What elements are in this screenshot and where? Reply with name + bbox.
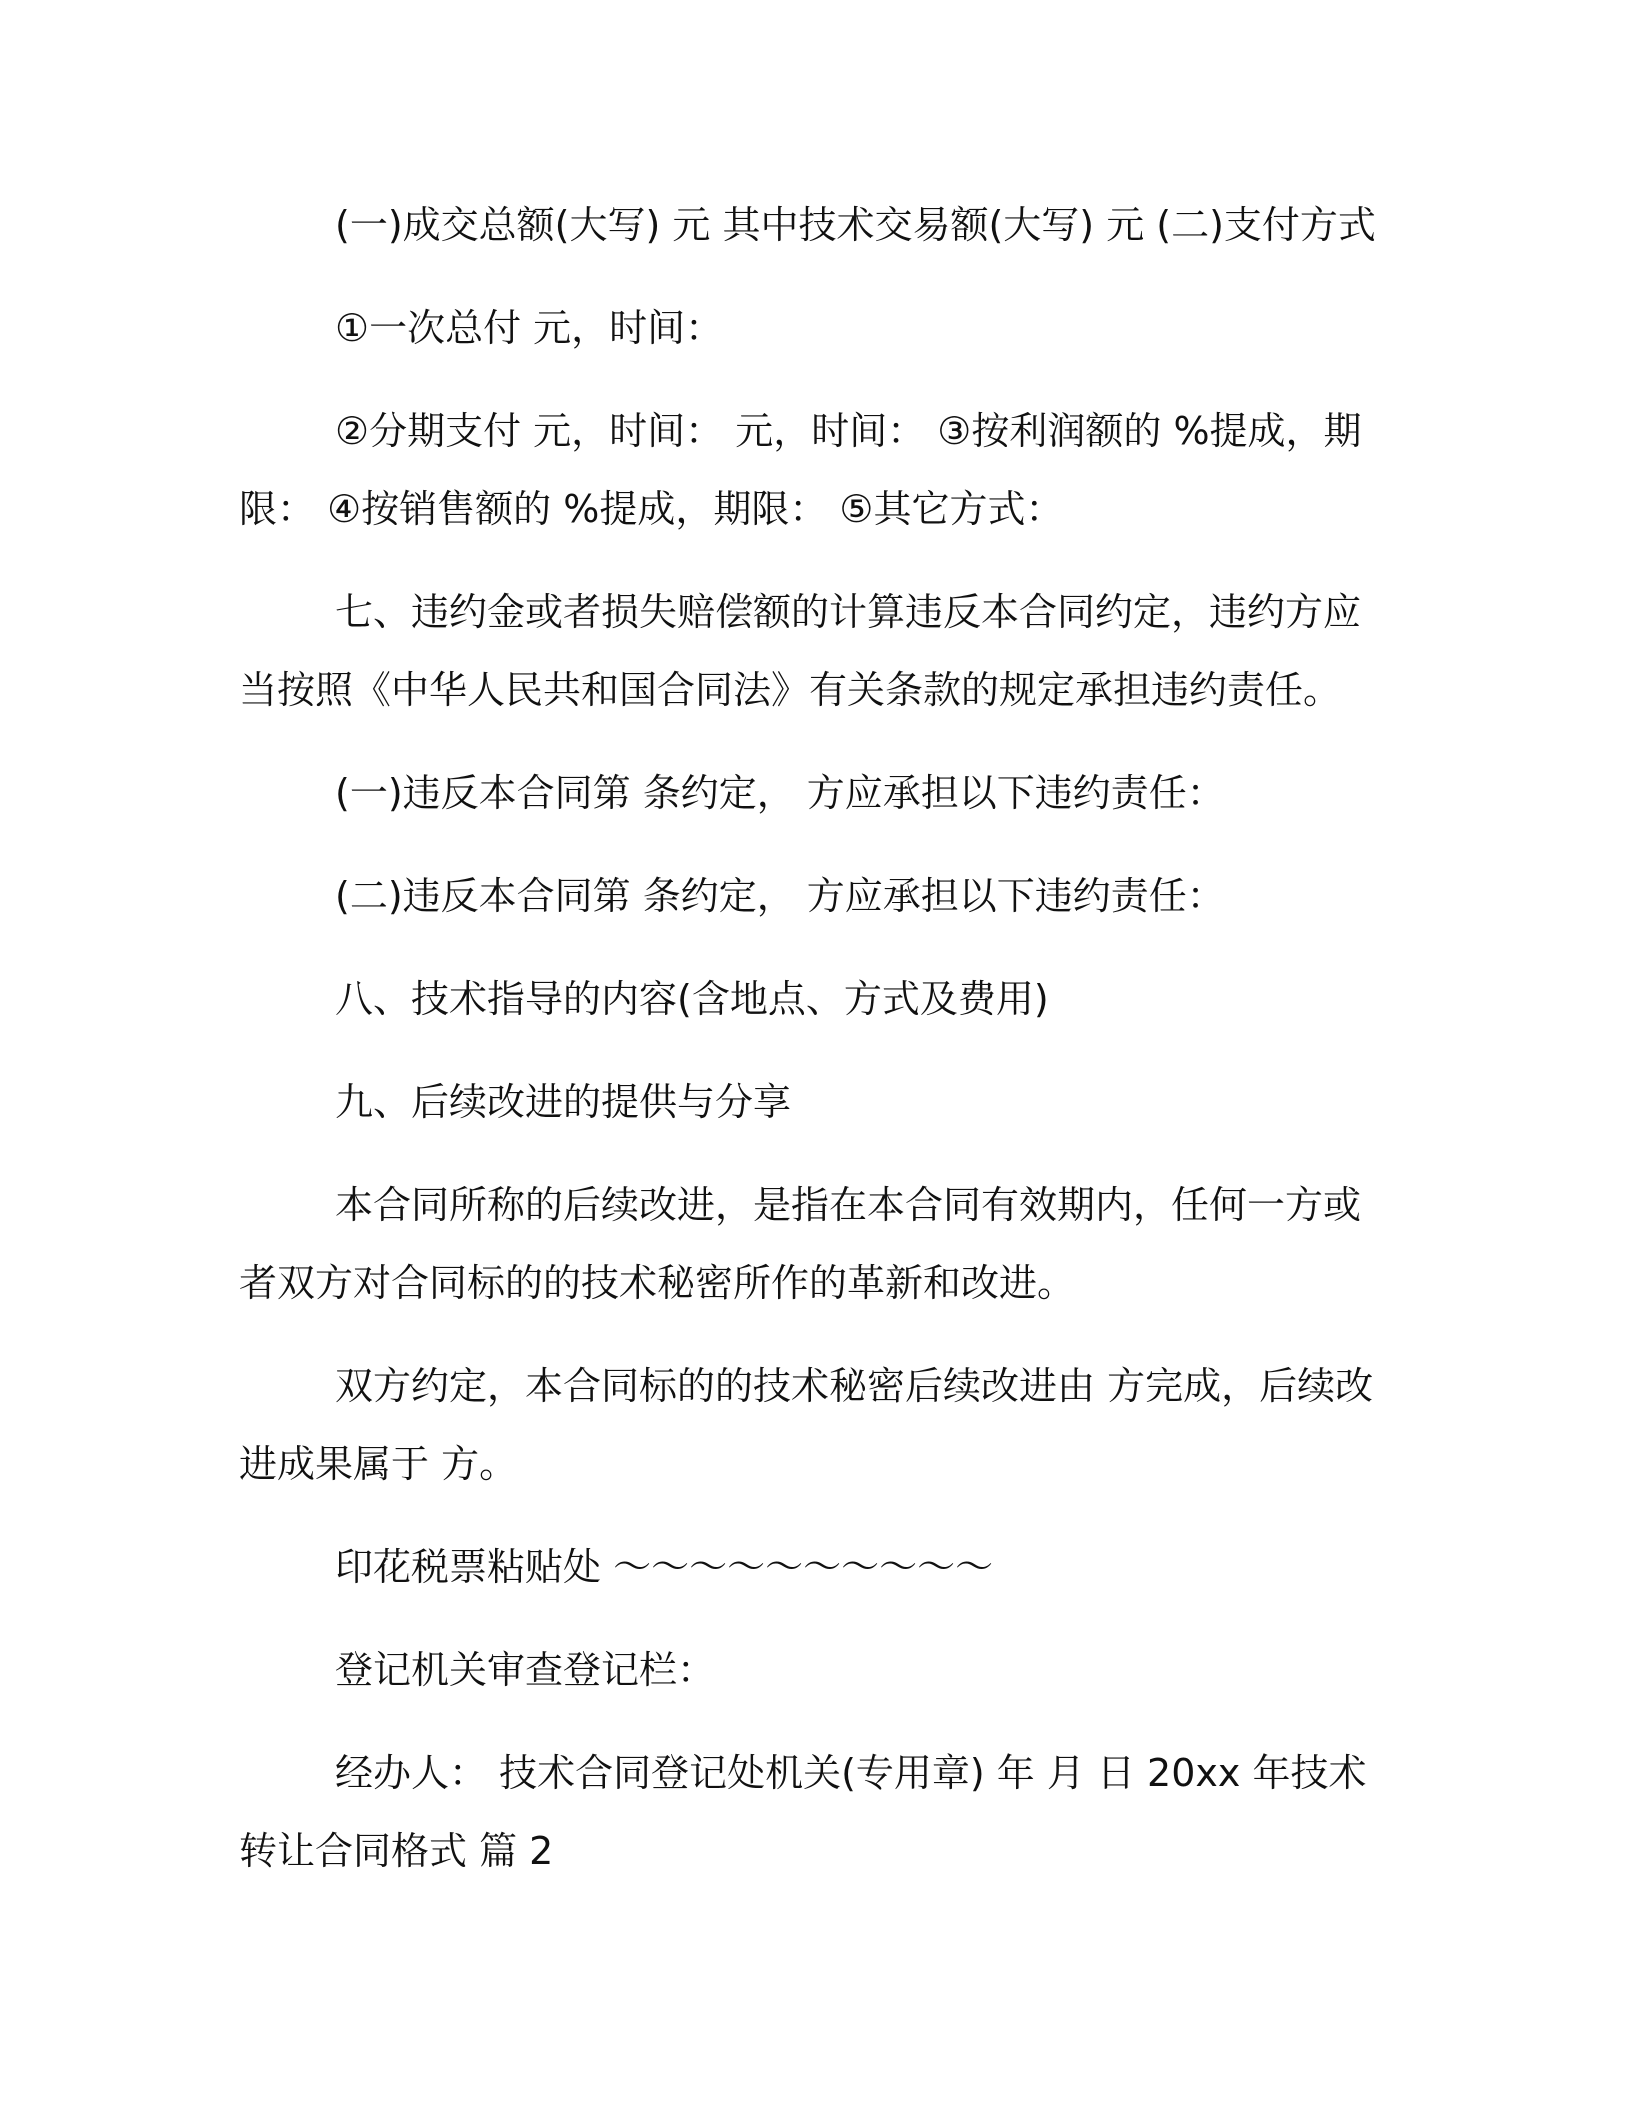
paragraph-section-7-penalty: 七、违约金或者损失赔偿额的计算违反本合同约定，违约方应当按照《中华人民共和国合同法》有关条款的规定承担违约责任。 (239, 590, 1362, 712)
document-body (239, 186, 1389, 1890)
paragraph-registration-review: 登记机关审查登记栏： (335, 1648, 716, 1692)
paragraph-section-9-improvements: 九、后续改进的提供与分享 (335, 1080, 792, 1124)
paragraph-lump-sum-payment: ①一次总付 元，时间： (335, 306, 724, 350)
paragraph-section-8-guidance: 八、技术指导的内容(含地点、方式及费用) (335, 977, 1049, 1021)
paragraph-breach-2: (二)违反本合同第 条约定， 方应承担以下违约责任： (335, 874, 1225, 918)
paragraph-improvement-ownership: 双方约定，本合同标的的技术秘密后续改进由 方完成，后续改进成果属于 方。 (239, 1364, 1374, 1486)
paragraph-improvement-definition: 本合同所称的后续改进，是指在本合同有效期内，任何一方或者双方对合同标的的技术秘密所作的革新和改进。 (239, 1183, 1362, 1305)
paragraph-handler-signature: 经办人： 技术合同登记处机关(专用章) 年 月 日 20xx 年技术转让合同格式 篇 2 (239, 1751, 1367, 1873)
paragraph-transaction-amount: (一)成交总额(大写) 元 其中技术交易额(大写) 元 (二)支付方式 (335, 203, 1376, 247)
paragraph-breach-1: (一)违反本合同第 条约定， 方应承担以下违约责任： (335, 771, 1225, 815)
paragraph-installment-options: ②分期支付 元，时间： 元，时间： ③按利润额的 %提成，期限： ④按销售额的 %提成，期限： ⑤其它方式： (239, 409, 1362, 531)
paragraph-stamp-area: 印花税票粘贴处 ～～～～～～～～～～ (335, 1545, 994, 1589)
